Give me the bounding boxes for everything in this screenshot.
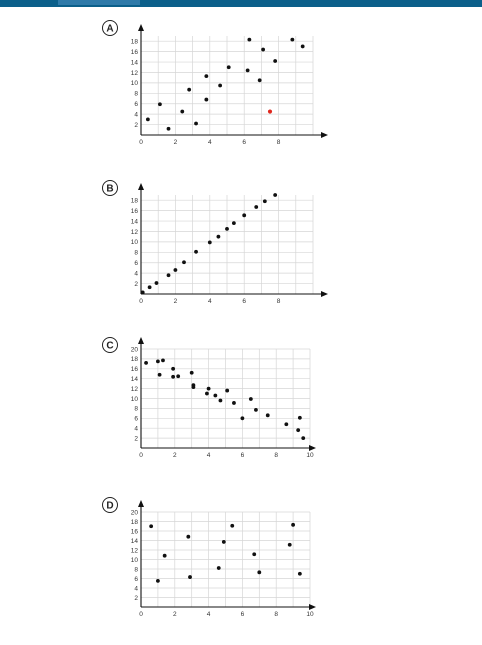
data-point bbox=[194, 122, 198, 126]
y-tick-label: 12 bbox=[130, 228, 138, 236]
y-axis-arrow-icon bbox=[138, 183, 144, 190]
data-point bbox=[191, 385, 195, 389]
panel-letter: C bbox=[106, 340, 114, 352]
panel-a bbox=[103, 21, 329, 147]
y-axis-arrow-icon bbox=[138, 24, 144, 31]
data-point bbox=[219, 399, 223, 403]
data-point bbox=[144, 361, 148, 365]
x-tick-label: 0 bbox=[139, 452, 143, 459]
x-tick-label: 6 bbox=[242, 298, 247, 305]
y-tick-label: 10 bbox=[130, 395, 138, 403]
y-tick-label: 20 bbox=[130, 509, 138, 517]
data-point bbox=[232, 401, 236, 405]
x-tick-label: 8 bbox=[274, 611, 279, 618]
data-point bbox=[207, 387, 211, 391]
data-point bbox=[187, 88, 191, 92]
x-tick-label: 2 bbox=[173, 298, 178, 305]
panel-label-c bbox=[103, 338, 118, 353]
data-point bbox=[176, 374, 180, 378]
data-point bbox=[188, 575, 192, 579]
panel-letter: D bbox=[106, 500, 114, 512]
x-tick-label: 2 bbox=[172, 611, 177, 618]
data-point bbox=[213, 394, 217, 398]
data-point bbox=[241, 416, 245, 420]
y-tick-label: 8 bbox=[134, 249, 138, 257]
y-tick-label: 6 bbox=[134, 101, 138, 109]
data-point bbox=[246, 68, 250, 72]
data-point bbox=[247, 38, 251, 42]
panel-letter: B bbox=[106, 183, 114, 195]
data-point bbox=[296, 428, 300, 432]
data-point bbox=[217, 235, 221, 239]
y-tick-label: 16 bbox=[130, 48, 138, 56]
y-tick-label: 10 bbox=[130, 80, 138, 88]
x-axis-arrow-icon bbox=[309, 445, 316, 451]
y-tick-label: 8 bbox=[134, 90, 138, 98]
x-tick-label: 4 bbox=[207, 298, 212, 305]
data-point bbox=[148, 285, 152, 289]
panel-label-a bbox=[103, 21, 118, 36]
data-point bbox=[266, 413, 270, 417]
x-tick-label: 6 bbox=[240, 452, 245, 459]
panel-d bbox=[103, 498, 317, 619]
x-tick-label: 8 bbox=[274, 452, 279, 459]
data-point bbox=[257, 570, 261, 574]
data-point bbox=[301, 436, 305, 440]
data-point bbox=[254, 205, 258, 209]
x-axis-arrow-icon bbox=[309, 604, 316, 610]
data-point bbox=[222, 540, 226, 544]
y-tick-label: 4 bbox=[134, 111, 138, 119]
y-tick-label: 12 bbox=[130, 385, 138, 393]
y-tick-label: 14 bbox=[130, 218, 138, 226]
data-point bbox=[263, 199, 267, 203]
x-tick-label: 10 bbox=[306, 611, 314, 618]
data-point bbox=[217, 566, 221, 570]
data-point bbox=[186, 535, 190, 539]
y-tick-label: 2 bbox=[134, 121, 138, 129]
panel-letter: A bbox=[106, 23, 114, 35]
x-tick-label: 8 bbox=[276, 298, 281, 305]
y-tick-label: 10 bbox=[130, 239, 138, 247]
data-point bbox=[146, 117, 150, 121]
data-point bbox=[230, 524, 234, 528]
data-point bbox=[284, 422, 288, 426]
data-point bbox=[158, 373, 162, 377]
y-tick-label: 6 bbox=[134, 575, 138, 583]
y-tick-label: 20 bbox=[130, 346, 138, 354]
data-point bbox=[182, 260, 186, 264]
y-tick-label: 18 bbox=[130, 38, 138, 46]
y-tick-label: 4 bbox=[134, 270, 138, 278]
x-tick-label: 10 bbox=[306, 452, 314, 459]
data-point bbox=[156, 359, 160, 363]
y-tick-label: 14 bbox=[130, 59, 138, 67]
data-point bbox=[163, 554, 167, 558]
y-tick-label: 14 bbox=[130, 537, 138, 545]
y-tick-label: 12 bbox=[130, 547, 138, 555]
y-tick-label: 4 bbox=[134, 425, 138, 433]
data-point bbox=[261, 48, 265, 52]
data-point bbox=[298, 572, 302, 576]
y-tick-label: 16 bbox=[130, 366, 138, 374]
data-point bbox=[190, 371, 194, 375]
panel-label-b bbox=[103, 181, 118, 196]
y-tick-label: 6 bbox=[134, 415, 138, 423]
data-point bbox=[249, 397, 253, 401]
y-tick-label: 2 bbox=[134, 594, 138, 602]
x-tick-label: 0 bbox=[139, 139, 143, 146]
data-point bbox=[273, 59, 277, 63]
data-point bbox=[225, 389, 229, 393]
data-point bbox=[161, 358, 165, 362]
data-point bbox=[167, 273, 171, 277]
y-tick-label: 8 bbox=[134, 566, 138, 574]
data-point bbox=[288, 543, 292, 547]
data-point bbox=[171, 375, 175, 379]
data-point bbox=[204, 74, 208, 78]
panel-b bbox=[103, 181, 329, 306]
y-tick-label: 8 bbox=[134, 405, 138, 413]
x-tick-label: 2 bbox=[173, 139, 178, 146]
data-point bbox=[158, 102, 162, 106]
y-tick-label: 10 bbox=[130, 556, 138, 564]
data-point bbox=[273, 193, 277, 197]
y-tick-label: 18 bbox=[130, 197, 138, 205]
data-point bbox=[254, 408, 258, 412]
data-point bbox=[208, 241, 212, 245]
x-tick-label: 8 bbox=[276, 139, 281, 146]
y-tick-label: 18 bbox=[130, 356, 138, 364]
panel-c bbox=[103, 337, 317, 459]
panel-label-d bbox=[103, 498, 118, 513]
data-point bbox=[171, 367, 175, 371]
x-tick-label: 0 bbox=[139, 611, 143, 618]
y-tick-label: 2 bbox=[134, 280, 138, 288]
y-tick-label: 16 bbox=[130, 528, 138, 536]
y-tick-label: 4 bbox=[134, 585, 138, 593]
data-point bbox=[301, 45, 305, 49]
x-tick-label: 4 bbox=[206, 611, 211, 618]
data-point bbox=[174, 268, 178, 272]
y-tick-label: 18 bbox=[130, 518, 138, 526]
x-tick-label: 6 bbox=[242, 139, 247, 146]
x-tick-label: 0 bbox=[139, 298, 143, 305]
data-point bbox=[291, 523, 295, 527]
y-axis-arrow-icon bbox=[138, 500, 144, 507]
data-point bbox=[298, 416, 302, 420]
data-point bbox=[204, 98, 208, 102]
data-point bbox=[149, 524, 153, 528]
data-point bbox=[252, 552, 256, 556]
data-point bbox=[258, 78, 262, 82]
data-point bbox=[242, 213, 246, 217]
outlier-point bbox=[268, 109, 272, 113]
data-point bbox=[205, 392, 209, 396]
x-tick-label: 2 bbox=[172, 452, 177, 459]
data-point bbox=[227, 65, 231, 69]
x-tick-label: 6 bbox=[240, 611, 245, 618]
y-tick-label: 14 bbox=[130, 376, 138, 383]
data-point bbox=[218, 84, 222, 88]
y-tick-label: 2 bbox=[134, 435, 138, 443]
x-axis-arrow-icon bbox=[321, 291, 328, 297]
data-point bbox=[155, 281, 159, 285]
x-tick-label: 4 bbox=[206, 452, 211, 459]
data-point bbox=[232, 221, 236, 225]
data-point bbox=[225, 227, 229, 231]
data-point bbox=[194, 250, 198, 254]
data-point bbox=[180, 110, 184, 114]
x-tick-label: 4 bbox=[207, 139, 212, 146]
y-tick-label: 12 bbox=[130, 69, 138, 77]
y-tick-label: 16 bbox=[130, 207, 138, 215]
data-point bbox=[141, 291, 145, 295]
y-tick-label: 6 bbox=[134, 260, 138, 268]
x-axis-arrow-icon bbox=[321, 132, 328, 138]
data-point bbox=[167, 127, 171, 131]
data-point bbox=[290, 38, 294, 42]
data-point bbox=[156, 579, 160, 583]
y-axis-arrow-icon bbox=[138, 337, 144, 344]
